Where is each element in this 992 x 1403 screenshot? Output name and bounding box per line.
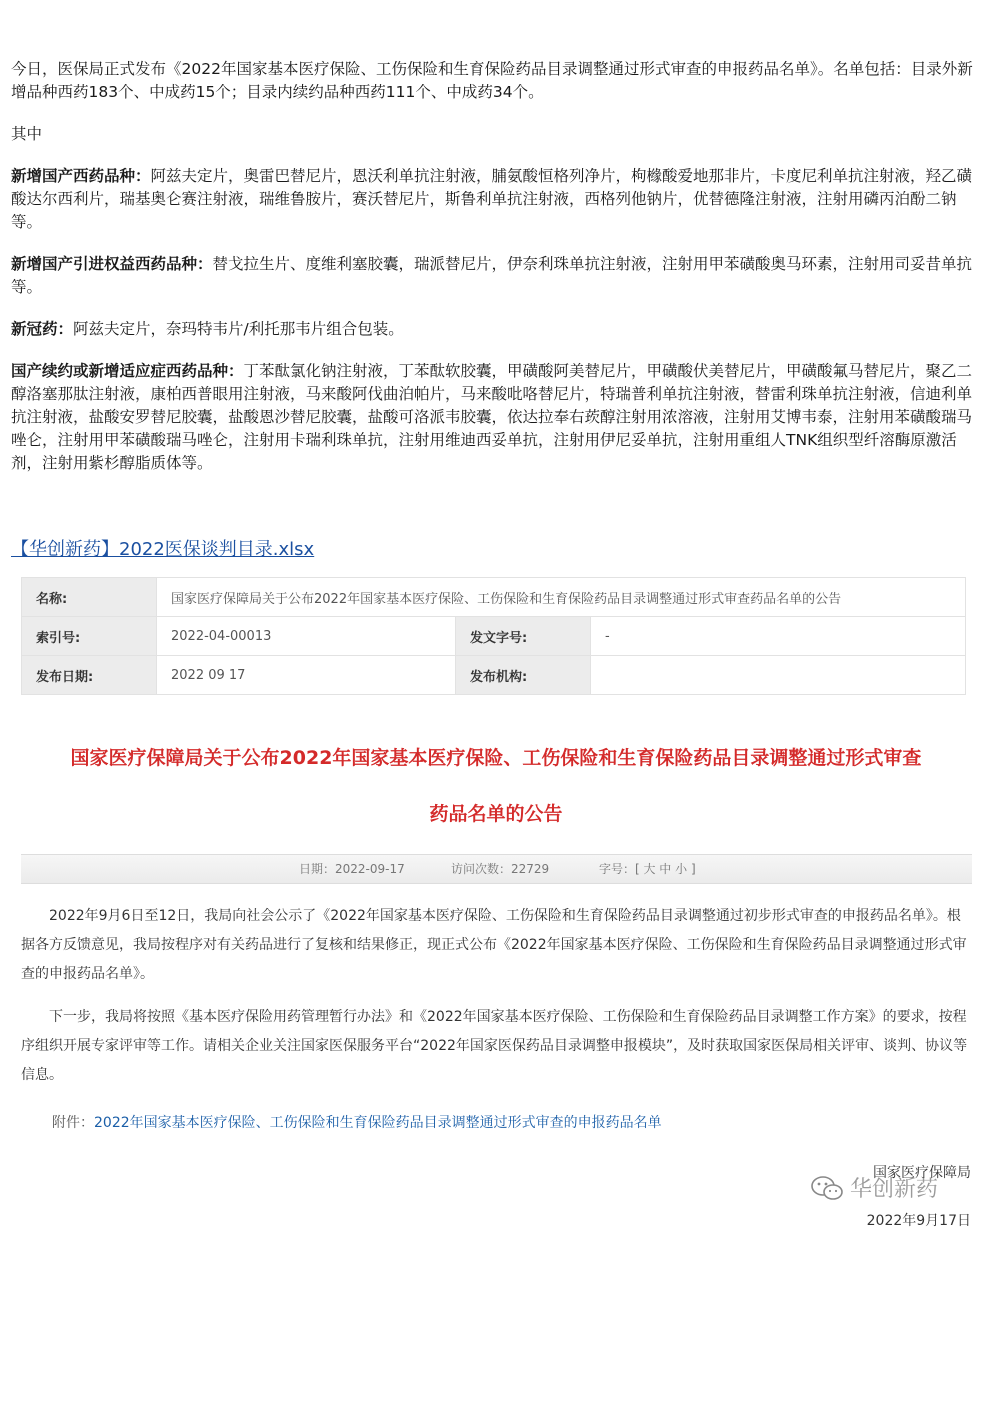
index-value: 2022-04-00013 bbox=[157, 617, 456, 656]
date-value: 2022 09 17 bbox=[157, 656, 456, 695]
section-covid bbox=[11, 318, 977, 341]
notice-title-line1: 国家医疗保障局关于公布2022年国家基本医疗保险、工伤保险和生育保险药品目录调整通过形式审查 bbox=[70, 747, 922, 769]
date-label: 发布日期: bbox=[22, 656, 157, 695]
watermark-text: 华创新药 bbox=[850, 1177, 939, 1202]
notice-body bbox=[21, 902, 969, 1104]
notice-meta-table bbox=[21, 577, 966, 695]
notice-paragraph: 2022年9月6日至12日，我局向社会公示了《2022年国家基本医疗保险、工伤保险和生育保险药品目录调整通过初步形式审查的申报药品名单》。根据各方反馈意见，我局按程序对有关药品进行了复核和结果修正，现正式公布《2022年国家基本医疗保险、工伤保险和生育保险药品目录调整通过形式审查的申报药品名单》。 bbox=[21, 908, 967, 982]
notice-paragraph: 下一步，我局将按照《基本医疗保险用药管理暂行办法》和《2022年国家基本医疗保险、工伤保险和生育保险药品目录调整工作方案》的要求，按程序组织开展专家评审等工作。请相关企业关注国家医保服务平台“2022年国家医保药品目录调整申报模块”，及时获取国家医保局相关评审、谈判、协议等信息。 bbox=[21, 1009, 968, 1083]
section-label: 新增国产引进权益西药品种： bbox=[11, 255, 213, 273]
wechat-icon bbox=[810, 1174, 844, 1202]
section-text: 阿兹夫定片，奥雷巴替尼片，恩沃利单抗注射液，脯氨酸恒格列净片，枸橼酸爱地那非片，卡度尼利单抗注射液，羟乙磺酸达尔西利片，瑞基奥仑赛注射液，瑞维鲁胺片，赛沃替尼片，斯鲁利单抗注射液，西格列他钠片，优替德隆注射液，注射用磷丙泊酚二钠等。 bbox=[11, 167, 973, 231]
section-new-domestic bbox=[11, 165, 977, 234]
watermark bbox=[810, 1172, 938, 1203]
table-row bbox=[22, 617, 966, 656]
notice-info-bar bbox=[21, 854, 972, 884]
attachment-link[interactable]: 2022年国家基本医疗保险、工伤保险和生育保险药品目录调整通过形式审查的申报药品名单 bbox=[94, 1115, 662, 1131]
subheading-text: 其中 bbox=[11, 125, 43, 143]
section-text: 替戈拉生片、度维利塞胶囊，瑞派替尼片，伊奈利珠单抗注射液，注射用甲苯磺酸奥马环素，注射用司妥昔单抗等。 bbox=[11, 255, 973, 296]
signature-org: 国家医疗保障局 bbox=[873, 1165, 971, 1181]
section-label: 新增国产西药品种： bbox=[11, 167, 151, 185]
section-renewal bbox=[11, 360, 977, 475]
font-size-switcher[interactable]: [ 大 中 小 ] bbox=[635, 862, 696, 876]
index-label: 索引号: bbox=[22, 617, 157, 656]
notice-title-line2: 药品名单的公告 bbox=[429, 803, 563, 825]
publish-date: 日期：2022-09-17 bbox=[299, 862, 405, 876]
intro-paragraph: 今日，医保局正式发布《2022年国家基本医疗保险、工伤保险和生育保险药品目录调整通过形式审查的申报药品名单》。名单包括：目录外新增品种西药183个、中成药15个；目录内续约品种西药111个、中成药34个。 bbox=[11, 60, 973, 101]
section-licensed bbox=[11, 253, 977, 299]
notice-title bbox=[21, 730, 971, 842]
signature-date: 2022年9月17日 bbox=[866, 1213, 971, 1229]
docno-label: 发文字号: bbox=[456, 617, 591, 656]
article bbox=[11, 58, 977, 494]
visit-count: 访问次数：22729 bbox=[451, 862, 550, 876]
attachment bbox=[52, 1112, 662, 1132]
section-label: 国产续约或新增适应症西药品种： bbox=[11, 362, 244, 380]
section-text: 阿兹夫定片，奈玛特韦片/利托那韦片组合包装。 bbox=[73, 320, 404, 338]
file-download-link[interactable]: 【华创新药】2022医保谈判目录.xlsx bbox=[11, 539, 315, 560]
name-value: 国家医疗保障局关于公布2022年国家基本医疗保险、工伤保险和生育保险药品目录调整通过形式审查药品名单的公告 bbox=[157, 578, 966, 617]
org-value bbox=[591, 656, 966, 695]
attachment-label: 附件： bbox=[52, 1115, 94, 1131]
section-label: 新冠药： bbox=[11, 320, 74, 338]
table-row bbox=[22, 578, 966, 617]
name-label: 名称: bbox=[22, 578, 157, 617]
font-size-label: 字号： bbox=[599, 862, 636, 876]
table-row bbox=[22, 656, 966, 695]
docno-value: - bbox=[591, 617, 966, 656]
org-label: 发布机构: bbox=[456, 656, 591, 695]
section-text: 丁苯酞氯化钠注射液，丁苯酞软胶囊，甲磺酸阿美替尼片，甲磺酸伏美替尼片，甲磺酸氟马替尼片，聚乙二醇洛塞那肽注射液，康柏西普眼用注射液，马来酸阿伐曲泊帕片，马来酸吡咯替尼片，特瑞普利单抗注射液，替雷利珠单抗注射液，信迪利单抗注射液，盐酸安罗替尼胶囊，盐酸恩沙替尼胶囊，盐酸可洛派韦胶囊，依达拉奉右莰醇注射用浓溶液，注射用艾博韦泰，注射用苯磺酸瑞马唑仑，注射用甲苯磺酸瑞马唑仑，注射用卡瑞利珠单抗，注射用维迪西妥单抗，注射用伊尼妥单抗，注射用重组人TNK组织型纤溶酶原激活剂，注射用紫杉醇脂质体等。 bbox=[11, 362, 973, 472]
